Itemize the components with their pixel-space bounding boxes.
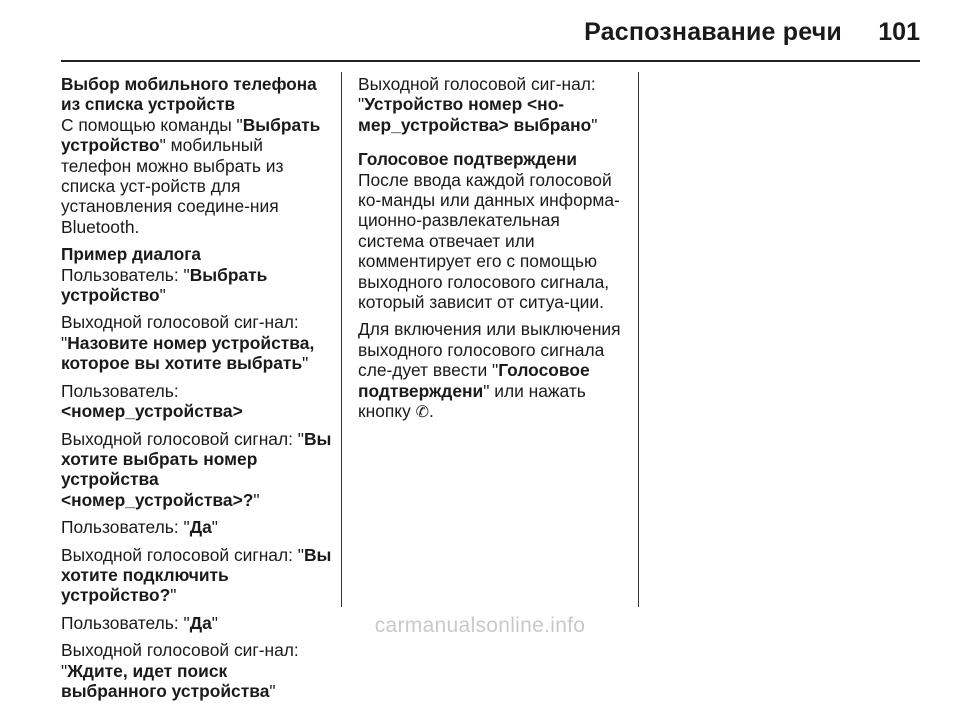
dialog-line: Пользователь: <номер_устройства> [61,380,243,422]
dialog-line: Выходной голосовой сигнал: "Вы хотите выбрать номер устройства <номер_устройства>?" [61,428,332,510]
dialog-line: Выходной голосовой сигнал: "Вы хотите подключить устройство?" [61,544,332,606]
dialog-line: Выходной голосовой сиг-нал: "Назовите номер устройства, которое вы хотите выбрать" [61,312,315,374]
paragraph: Для включения или выключения выходного голосового сигнала сле-дует ввести "Голосовое подтверждени" или нажать кнопку ✆. [358,319,621,422]
page-number: 101 [878,18,920,46]
header-rule [61,60,920,62]
page-header-title: Распознавание речи [584,18,842,46]
dialog-line: Выходной голосовой сиг-нал: "Устройство номер <но-мер_устройства> выбрано" [358,74,598,135]
phone-hang-icon: ✆ [415,404,430,422]
text-column-2 [358,74,630,431]
section-heading: Пример диалога [61,244,201,265]
dialog-line: Пользователь: "Да" [61,612,218,633]
section-heading: Голосовое подтверждени [358,149,577,170]
dialog-line: Пользователь: "Выбрать устройство" [61,264,268,306]
paragraph: С помощью команды "Выбрать устройство" мобильный телефон можно выбрать из списка уст-ройств для установления соедине-ния Bluetooth. [61,114,321,237]
column-divider-right [638,72,639,607]
watermark: carmanualsonline.info [374,614,586,637]
paragraph: После ввода каждой голосовой ко-манды или данных информа-ционно-развлекательная система отвечает или комментирует его с помощью выходного голосового сигнала, который зависит от ситуа-ции. [358,169,620,313]
dialog-line: Пользователь: "Да" [61,517,218,538]
text-column-1 [61,74,336,708]
dialog-line: Выходной голосовой сиг-нал: "Ждите, идет поиск выбранного устройства" [61,640,299,701]
section-heading: Выбор мобильного телефона из списка устройств [61,74,317,115]
column-divider-left [341,72,342,607]
